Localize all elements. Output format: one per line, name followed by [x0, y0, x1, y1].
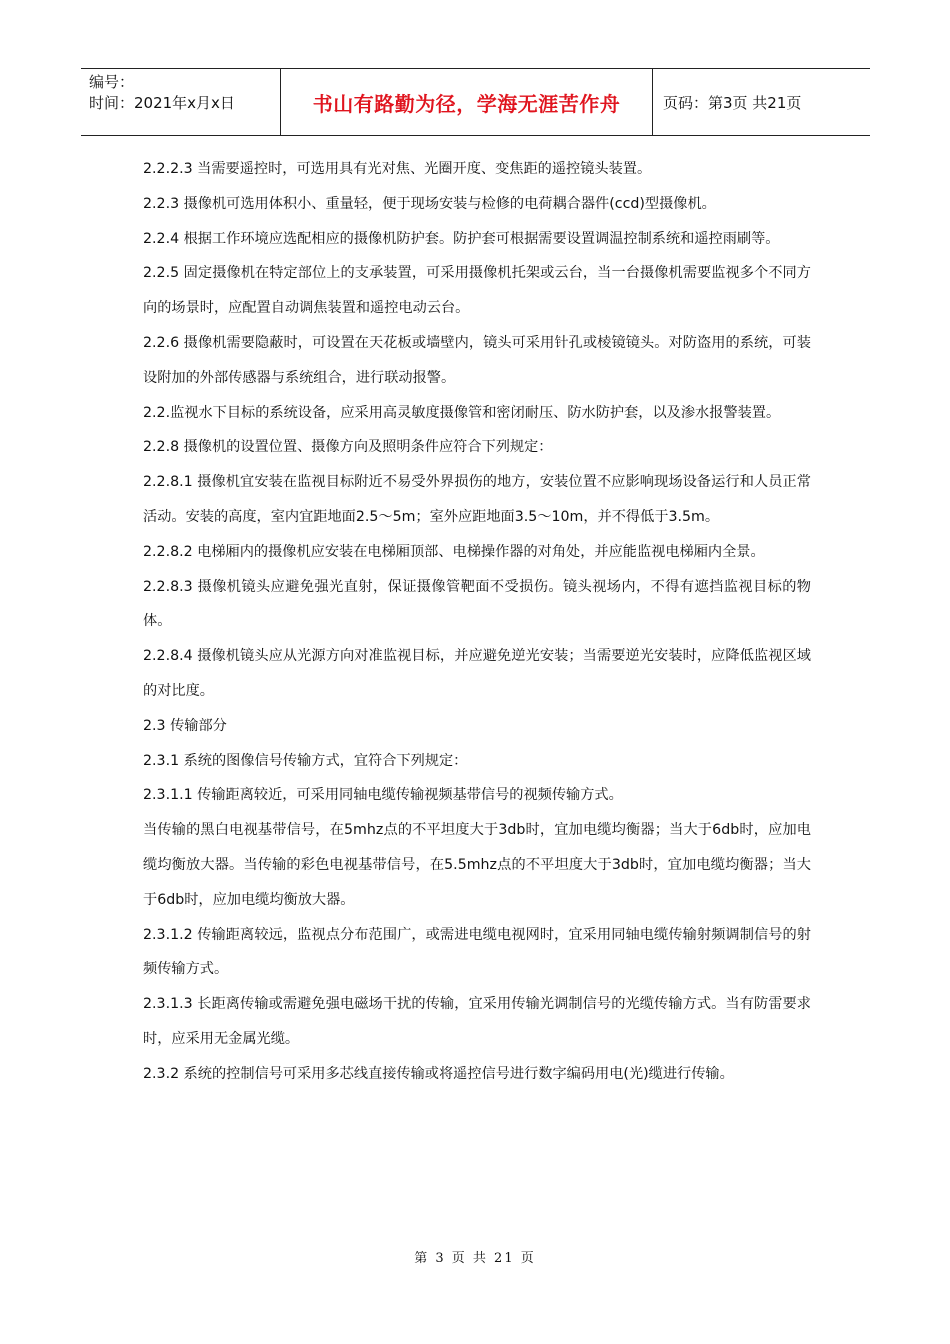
- section-heading: 2.3 传输部分: [143, 717, 227, 734]
- paragraph: 2.3.1 系统的图像信号传输方式，宜符合下列规定：: [143, 752, 468, 769]
- page-footer: 第 3 页 共 21 页: [414, 1251, 536, 1266]
- paragraph: 2.3.2 系统的控制信号可采用多芯线直接传输或将遥控信号进行数字编码用电(光)缆进行传输。: [143, 1065, 734, 1082]
- header-motto: 书山有路勤为径，学海无涯苦作舟: [281, 69, 653, 135]
- paragraph: 2.2.监视水下目标的系统设备，应采用高灵敏度摄像管和密闭耐压、防水防护套，以及渗水报警装置。: [143, 404, 781, 421]
- header-meta: [81, 69, 281, 135]
- paragraph: 2.3.1.3 长距离传输或需避免强电磁场干扰的传输，宜采用传输光调制信号的光缆传输方式。当有防雷要求时，应采用无金属光缆。: [143, 996, 811, 1047]
- paragraph: 2.2.8.1 摄像机宜安装在监视目标附近不易受外界损伤的地方，安装位置不应影响现场设备运行和人员正常活动。安装的高度，室内宜距地面2.5～5m；室外应距地面3.5～10m，并不得低于3.5m。: [143, 474, 811, 525]
- paragraph: 2.2.8.3 摄像机镜头应避免强光直射，保证摄像管靶面不受损伤。镜头视场内，不得有遮挡监视目标的物体。: [143, 578, 811, 630]
- paragraph: 2.2.6 摄像机需要隐蔽时，可设置在天花板或墙壁内，镜头可采用针孔或棱镜镜头。对防盗用的系统，可装设附加的外部传感器与系统组合，进行联动报警。: [143, 334, 811, 386]
- paragraph: 2.2.3 摄像机可选用体积小、重量轻，便于现场安装与检修的电荷耦合器件(ccd)型摄像机。: [143, 195, 716, 212]
- paragraph: 2.2.8.2 电梯厢内的摄像机应安装在电梯厢顶部、电梯操作器的对角处，并应能监视电梯厢内全景。: [143, 543, 765, 560]
- header-page-info: 页码：第3页 共21页: [663, 93, 802, 112]
- paragraph: 2.3.1.1 传输距离较近，可采用同轴电缆传输视频基带信号的视频传输方式。: [143, 787, 623, 804]
- paragraph: 2.2.5 固定摄像机在特定部位上的支承装置，可采用摄像机托架或云台，当一台摄像机需要监视多个不同方向的场景时，应配置自动调焦装置和遥控电动云台。: [143, 265, 811, 317]
- paragraph: 2.2.8 摄像机的设置位置、摄像方向及照明条件应符合下列规定：: [143, 439, 553, 456]
- paragraph: 2.2.8.4 摄像机镜头应从光源方向对准监视目标，并应避免逆光安装；当需要逆光安装时，应降低监视区域的对比度。: [143, 648, 811, 699]
- paragraph: 当传输的黑白电视基带信号，在5mhz点的不平坦度大于3db时，宜加电缆均衡器；当大于6db时，应加电缆均衡放大器。当传输的彩色电视基带信号，在5.5mhz点的不平坦度大于3db时，宜加电缆均衡器；当大于6db时，应加电缆均衡放大器。: [143, 822, 811, 908]
- date-label: 时间：2021年x月x日: [89, 94, 235, 112]
- document-body: [143, 152, 811, 1092]
- serial-label: 编号：: [89, 73, 135, 91]
- paragraph: 2.2.4 根据工作环境应选配相应的摄像机防护套。防护套可根据需要设置调温控制系统和遥控雨刷等。: [143, 230, 780, 247]
- paragraph: 2.2.2.3 当需要遥控时，可选用具有光对焦、光圈开度、变焦距的遥控镜头装置。: [143, 161, 652, 177]
- paragraph: 2.3.1.2 传输距离较远，监视点分布范围广，或需进电缆电视网时，宜采用同轴电缆传输射频调制信号的射频传输方式。: [143, 926, 811, 978]
- page-header: [81, 68, 870, 136]
